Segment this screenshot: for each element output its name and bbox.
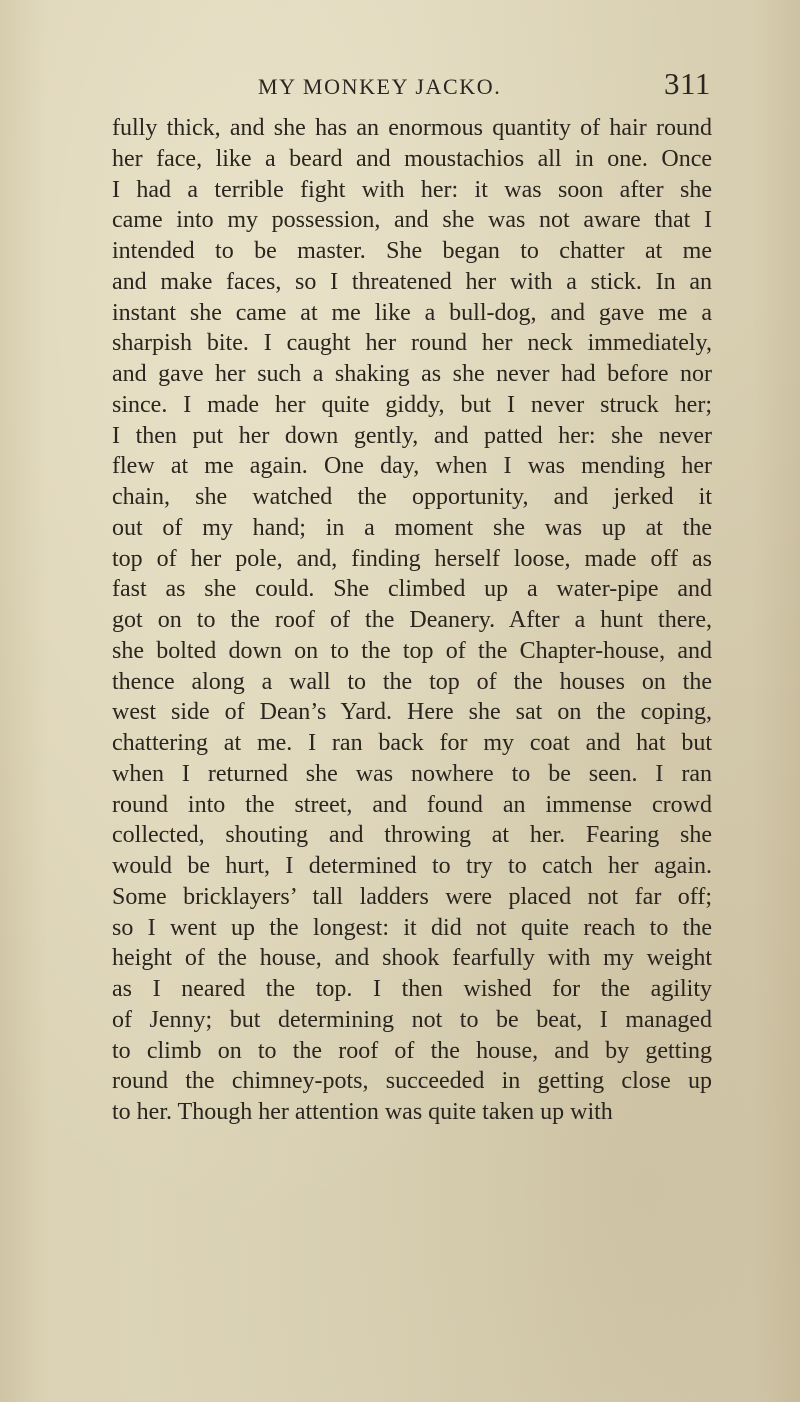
- text-line: as I neared the top. I then wished for the agility: [112, 976, 712, 1002]
- text-line: so I went up the longest: it did not quite reach to the: [112, 914, 712, 941]
- text-line: height of the house, and shook fearfully with my weight: [112, 945, 712, 972]
- text-line: Some bricklayers’ tall ladders were placed not far off;: [112, 883, 712, 910]
- text-line: chain, she watched the opportunity, and jerked it: [112, 484, 712, 510]
- text-line: flew at me again. One day, when I was mending her: [112, 453, 712, 480]
- page-header: [0, 66, 800, 106]
- text-line: to climb on to the roof of the house, and by getting: [112, 1037, 712, 1064]
- body-text: [112, 113, 712, 1128]
- text-line: when I returned she was nowhere to be seen. I ran: [112, 760, 712, 787]
- text-line: her face, like a beard and moustachios all in one. Once: [112, 145, 712, 172]
- text-line: to her. Though her attention was quite taken up with: [112, 1099, 613, 1125]
- text-line: and gave her such a shaking as she never had before nor: [112, 361, 712, 387]
- text-line: she bolted down on to the top of the Chapter-house, and: [112, 637, 712, 664]
- text-line: round into the street, and found an immense crowd: [112, 791, 712, 818]
- text-line: intended to be master. She began to chatter at me: [112, 238, 712, 264]
- text-line: round the chimney-pots, succeeded in getting close up: [112, 1068, 712, 1095]
- text-line: out of my hand; in a moment she was up at the: [112, 514, 712, 541]
- text-line: west side of Dean’s Yard. Here she sat on the coping,: [112, 699, 712, 726]
- text-line: thence along a wall to the top of the houses on the: [112, 668, 712, 695]
- text-line: got on to the roof of the Deanery. After a hunt there,: [112, 607, 712, 633]
- text-line: of Jenny; but determining not to be beat, I managed: [112, 1006, 712, 1033]
- text-line: I then put her down gently, and patted her: she never: [112, 422, 712, 449]
- text-line: top of her pole, and, finding herself loose, made off as: [112, 545, 712, 572]
- text-line: I had a terrible fight with her: it was soon after she: [112, 176, 712, 203]
- text-line: would be hurt, I determined to try to catch her again.: [112, 853, 712, 879]
- running-head: MY MONKEY JACKO.: [258, 74, 502, 99]
- text-line: since. I made her quite giddy, but I never struck her;: [112, 391, 712, 418]
- text-line: came into my possession, and she was not aware that I: [112, 207, 712, 234]
- text-line: instant she came at me like a bull-dog, and gave me a: [112, 299, 712, 326]
- text-line: chattering at me. I ran back for my coat and hat but: [112, 730, 712, 756]
- text-line: and make faces, so I threatened her with a stick. In an: [112, 268, 712, 295]
- text-line: collected, shouting and throwing at her. Fearing she: [112, 822, 712, 849]
- text-line: fully thick, and she has an enormous quantity of hair round: [112, 115, 712, 141]
- page-number: 311: [664, 66, 711, 101]
- text-line: sharpish bite. I caught her round her neck immediately,: [112, 330, 712, 357]
- text-line: fast as she could. She climbed up a water-pipe and: [112, 576, 712, 603]
